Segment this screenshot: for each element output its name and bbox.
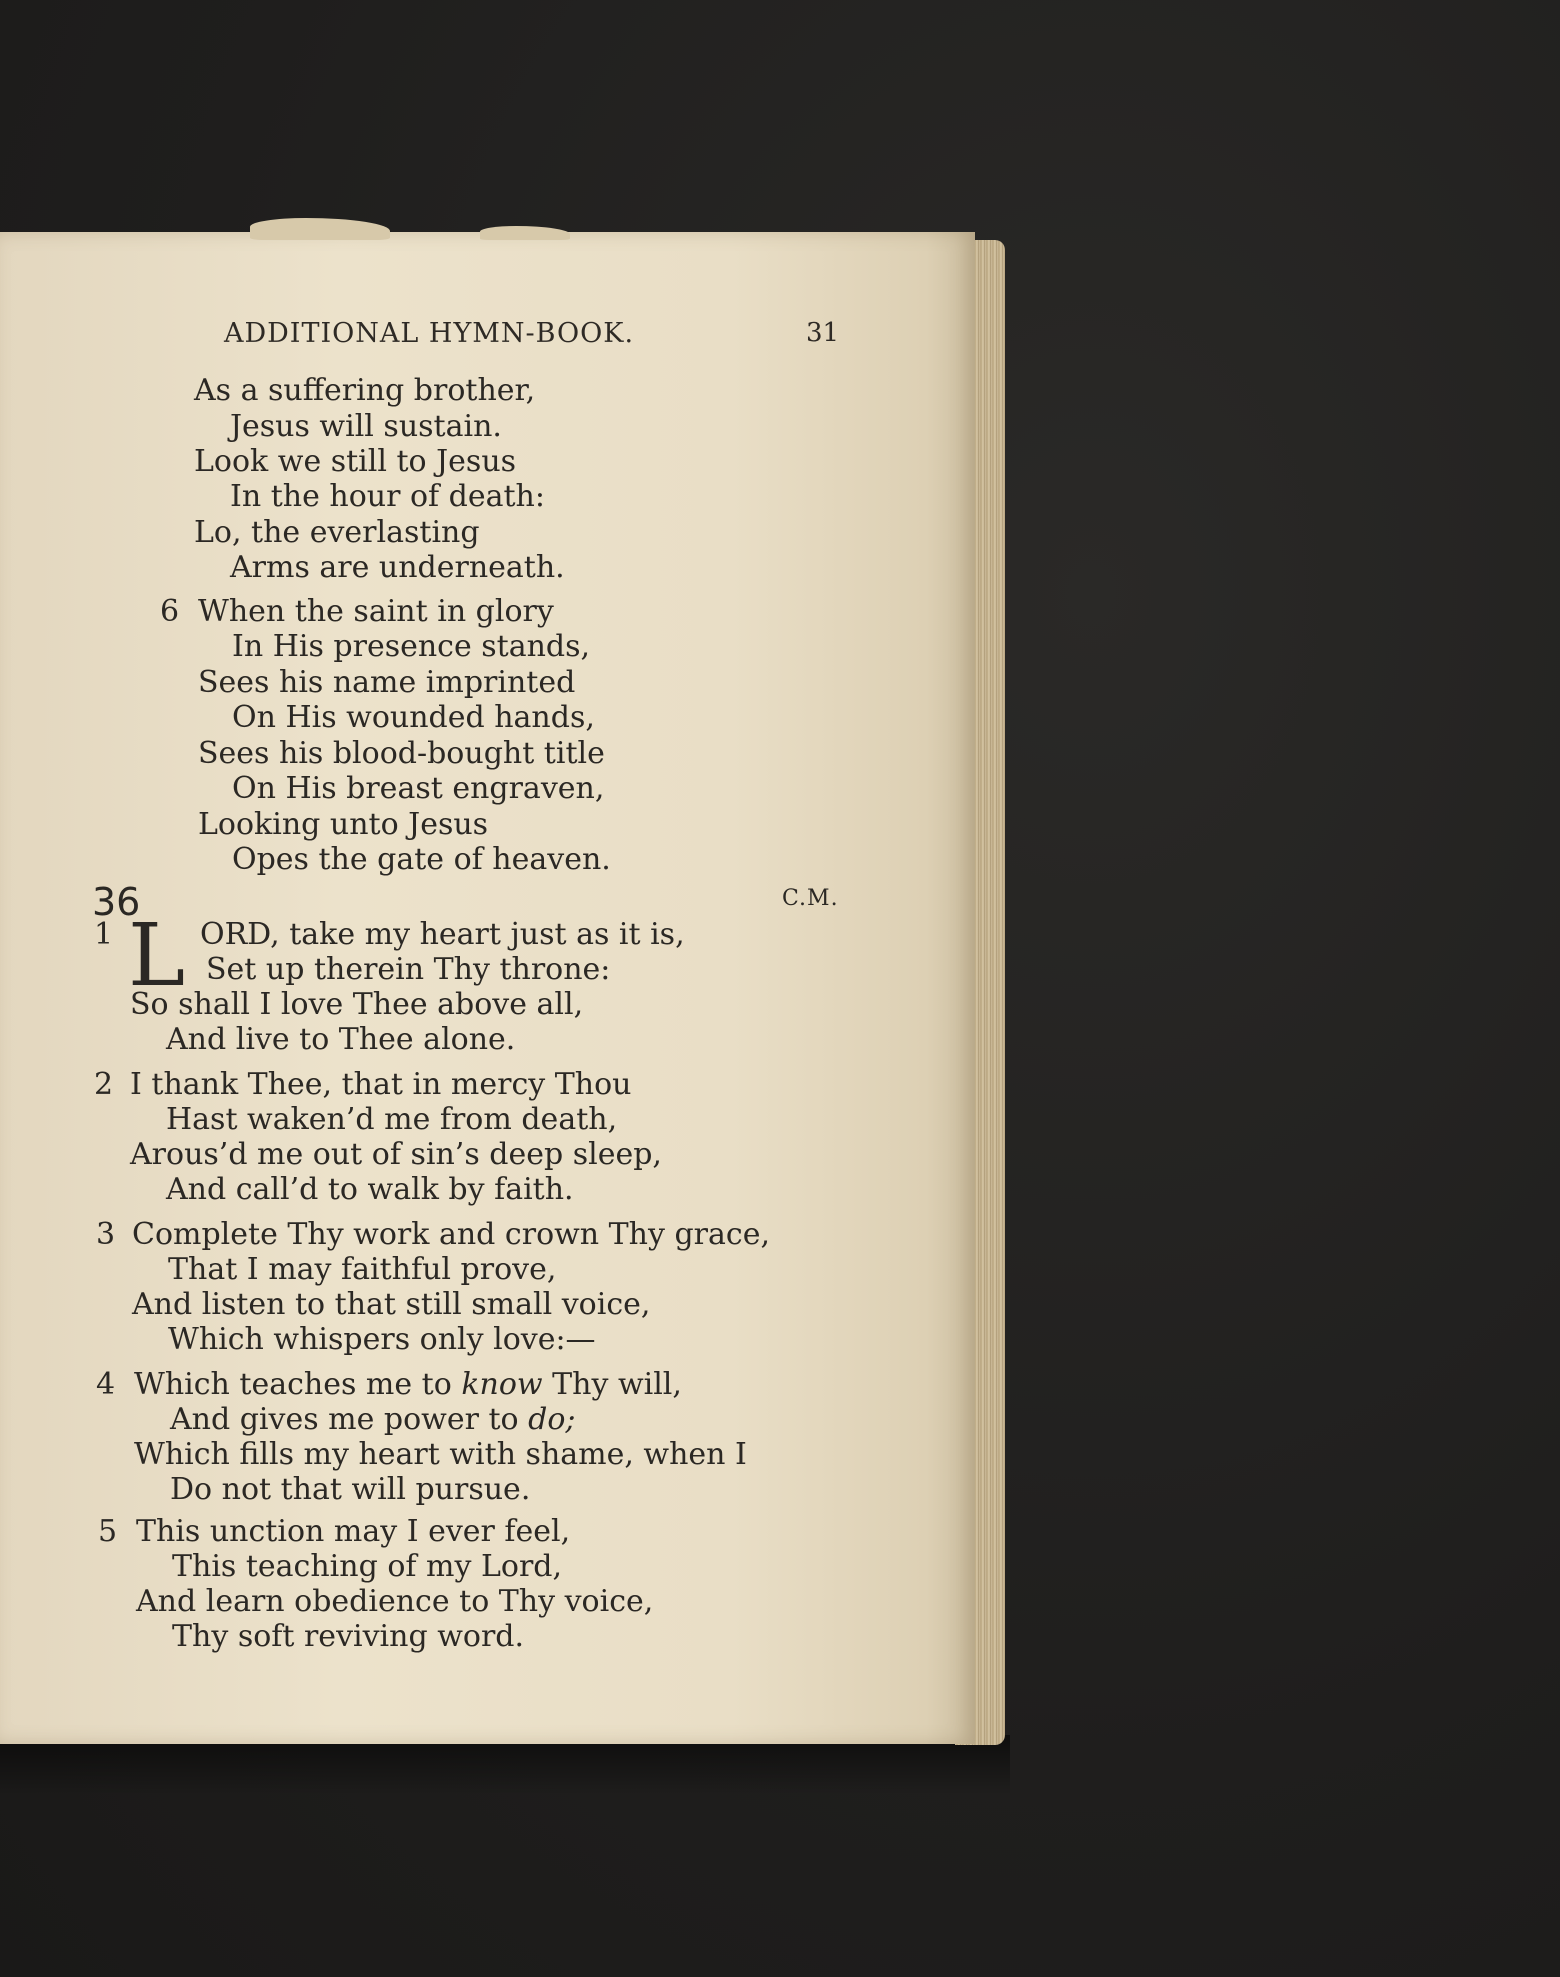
poem-line: When the saint in glory (198, 594, 554, 629)
poem-line: Looking unto Jesus (198, 807, 489, 842)
poem-line: In the hour of death: (230, 479, 545, 514)
poem-line: And live to Thee alone. (166, 1022, 516, 1057)
poem-line: Do not that will pursue. (170, 1472, 531, 1507)
poem-line (170, 1403, 576, 1437)
poem-line: Which fills my heart with shame, when I (134, 1437, 747, 1472)
poem-line: Set up therein Thy throne: (206, 952, 611, 987)
poem-line: Thy soft reviving word. (172, 1619, 525, 1654)
verse-number: 4 (96, 1367, 116, 1402)
poem-line: Arous’d me out of sin’s deep sleep, (130, 1137, 662, 1172)
poem-text: Which teaches me to (134, 1367, 452, 1402)
poem-line: And call’d to walk by faith. (166, 1172, 574, 1207)
poem-line: Lo, the everlasting (194, 515, 480, 550)
poem-line: As a suffering brother, (194, 373, 536, 408)
book-shadow (0, 1735, 1010, 1795)
verse-number: 6 (160, 594, 180, 629)
poem-line: In His presence stands, (232, 629, 591, 664)
running-title: ADDITIONAL HYMN-BOOK. (224, 318, 635, 349)
drop-cap: L (128, 906, 186, 1006)
poem-line: And learn obedience to Thy voice, (136, 1584, 654, 1619)
poem-line: ORD, take my heart just as it is, (200, 917, 685, 952)
hymn-meter: C.M. (782, 886, 839, 911)
poem-line: I thank Thee, that in mercy Thou (130, 1067, 632, 1102)
poem-text: And gives me power to (170, 1402, 519, 1437)
poem-line: Sees his blood-bought title (198, 736, 605, 771)
poem-line: Jesus will sustain. (230, 409, 502, 444)
poem-line: On His wounded hands, (232, 700, 595, 735)
poem-line: This unction may I ever feel, (136, 1514, 571, 1549)
verse-number: 1 (94, 917, 114, 952)
poem-line: Which whispers only love:— (168, 1322, 596, 1357)
poem-line: Complete Thy work and crown Thy grace, (132, 1217, 770, 1252)
verse-number: 5 (98, 1514, 118, 1549)
poem-line (134, 1368, 682, 1402)
torn-edge (480, 226, 570, 240)
poem-line: Look we still to Jesus (194, 444, 517, 479)
poem-line: So shall I love Thee above all, (130, 987, 584, 1022)
emphasis-word: do; (528, 1402, 576, 1437)
emphasis-word: know (461, 1367, 543, 1402)
verse-number: 3 (96, 1217, 116, 1252)
poem-line: That I may faithful prove, (168, 1252, 557, 1287)
poem-line: This teaching of my Lord, (172, 1549, 563, 1584)
poem-line: Arms are underneath. (230, 550, 565, 585)
poem-line: Hast waken’d me from death, (166, 1102, 618, 1137)
poem-line: On His breast engraven, (232, 771, 605, 806)
poem-text: Thy will, (552, 1367, 682, 1402)
verse-number: 2 (94, 1067, 114, 1102)
page-number: 31 (806, 318, 840, 348)
hymn-number: 36 (92, 880, 141, 924)
poem-line: Sees his name imprinted (198, 665, 576, 700)
poem-line: Opes the gate of heaven. (232, 842, 611, 877)
poem-line: And listen to that still small voice, (132, 1287, 651, 1322)
